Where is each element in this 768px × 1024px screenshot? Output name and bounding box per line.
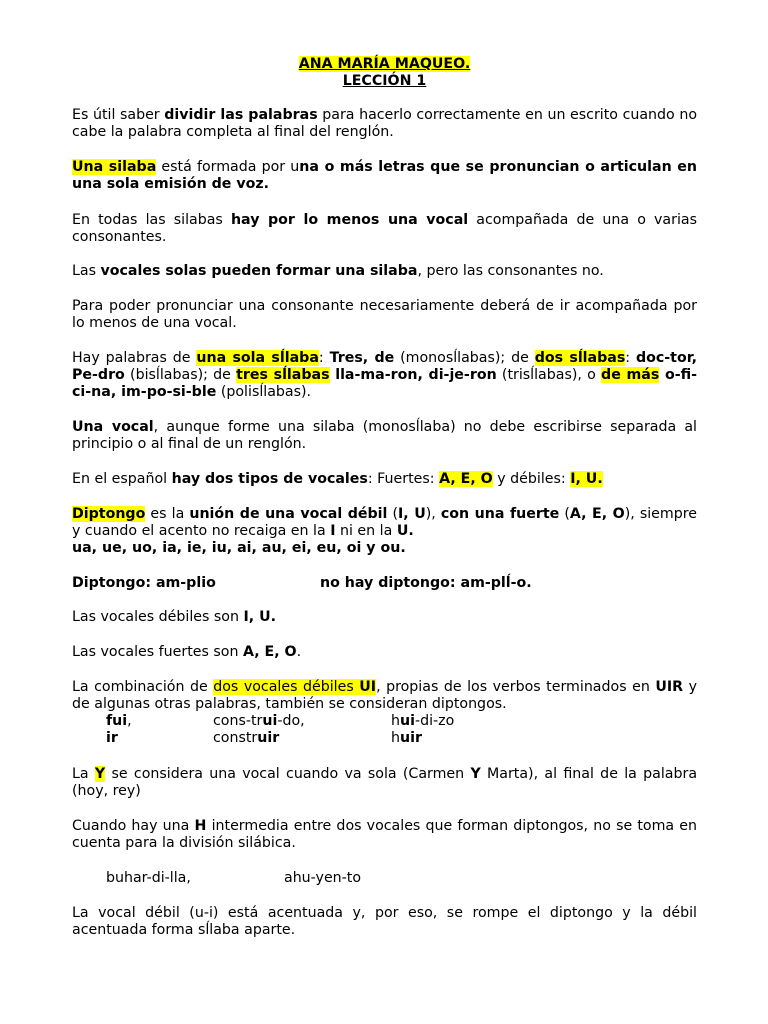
paragraph-3: En todas las silabas hay por lo menos una vocal acompañada de una o varias consonantes. (72, 212, 697, 245)
paragraph-2: Una silaba está formada por una o más letras que se pronuncian o articulan en una sola emisión de voz. (72, 159, 697, 192)
example-huir: huir (391, 730, 422, 746)
paragraph-6: Hay palabras de una sola sĺlaba: Tres, de (monosĺlabas); de dos sĺlabas: doc-tor, Pe-dro (bisĺlabas); de tres sĺlabas lla-ma-ron, di-je-ron (trisĺlabas), o de más o-fi-ci-na, im-po-si-ble (polisĺlabas). (72, 350, 698, 400)
example-huidizo: hui-di-zo (391, 713, 455, 729)
example-construir: construir (213, 730, 280, 746)
paragraph-13: La combinación de dos vocales débiles UI, propias de los verbos terminados en UIR y de algunas otras palabras, también se consideran diptongos. (72, 679, 697, 712)
strong-vowels-line: Las vocales fuertes son A, E, O. (72, 644, 302, 660)
paragraph-9: Diptongo es la unión de una vocal débil (I, U), con una fuerte (A, E, O), siempre y cuando el acento no recaiga en la I ni en la U. (72, 506, 697, 539)
paragraph-5: Para poder pronunciar una consonante necesariamente deberá de ir acompañada por lo menos de una vocal. (72, 298, 697, 331)
example-construido: cons-trui-do, (213, 713, 305, 729)
paragraph-17: La vocal débil (u-i) está acentuada y, por eso, se rompe el diptongo y la débil acentuada forma sĺlaba aparte. (72, 905, 697, 938)
diphthong-example: Diptongo: am-plio (72, 575, 216, 591)
paragraph-4: Las vocales solas pueden formar una silaba, pero las consonantes no. (72, 263, 604, 279)
paragraph-14: La Y se considera una vocal cuando va sola (Carmen Y Marta), al final de la palabra (hoy, rey) (72, 766, 698, 799)
paragraph-1: Es útil saber dividir las palabras para hacerlo correctamente en un escrito cuando no cabe la palabra completa al final del renglón. (72, 107, 697, 140)
example-ahuyento: ahu-yen-to (284, 870, 362, 886)
example-fui: fui, (106, 713, 132, 729)
diphthong-list: ua, ue, uo, ia, ie, iu, ai, au, ei, eu, oi y ou. (72, 540, 406, 556)
example-buhardilla: buhar-di-lla, (106, 870, 191, 886)
paragraph-8: En el español hay dos tipos de vocales: Fuertes: A, E, O y débiles: I, U. (72, 471, 603, 487)
paragraph-15: Cuando hay una H intermedia entre dos vocales que forman diptongos, no se toma en cuenta para la división silábica. (72, 818, 697, 851)
no-diphthong-example: no hay diptongo: am-plĺ-o. (320, 575, 532, 591)
weak-vowels-line: Las vocales débiles son I, U. (72, 609, 277, 625)
lesson-title: LECCIÓN 1 (342, 73, 427, 89)
paragraph-7: Una vocal, aunque forme una silaba (monosĺlaba) no debe escribirse separada al principio o al final de un renglón. (72, 419, 698, 452)
example-ir: ir (106, 730, 118, 746)
author-title: ANA MARÍA MAQUEO. (298, 56, 471, 72)
